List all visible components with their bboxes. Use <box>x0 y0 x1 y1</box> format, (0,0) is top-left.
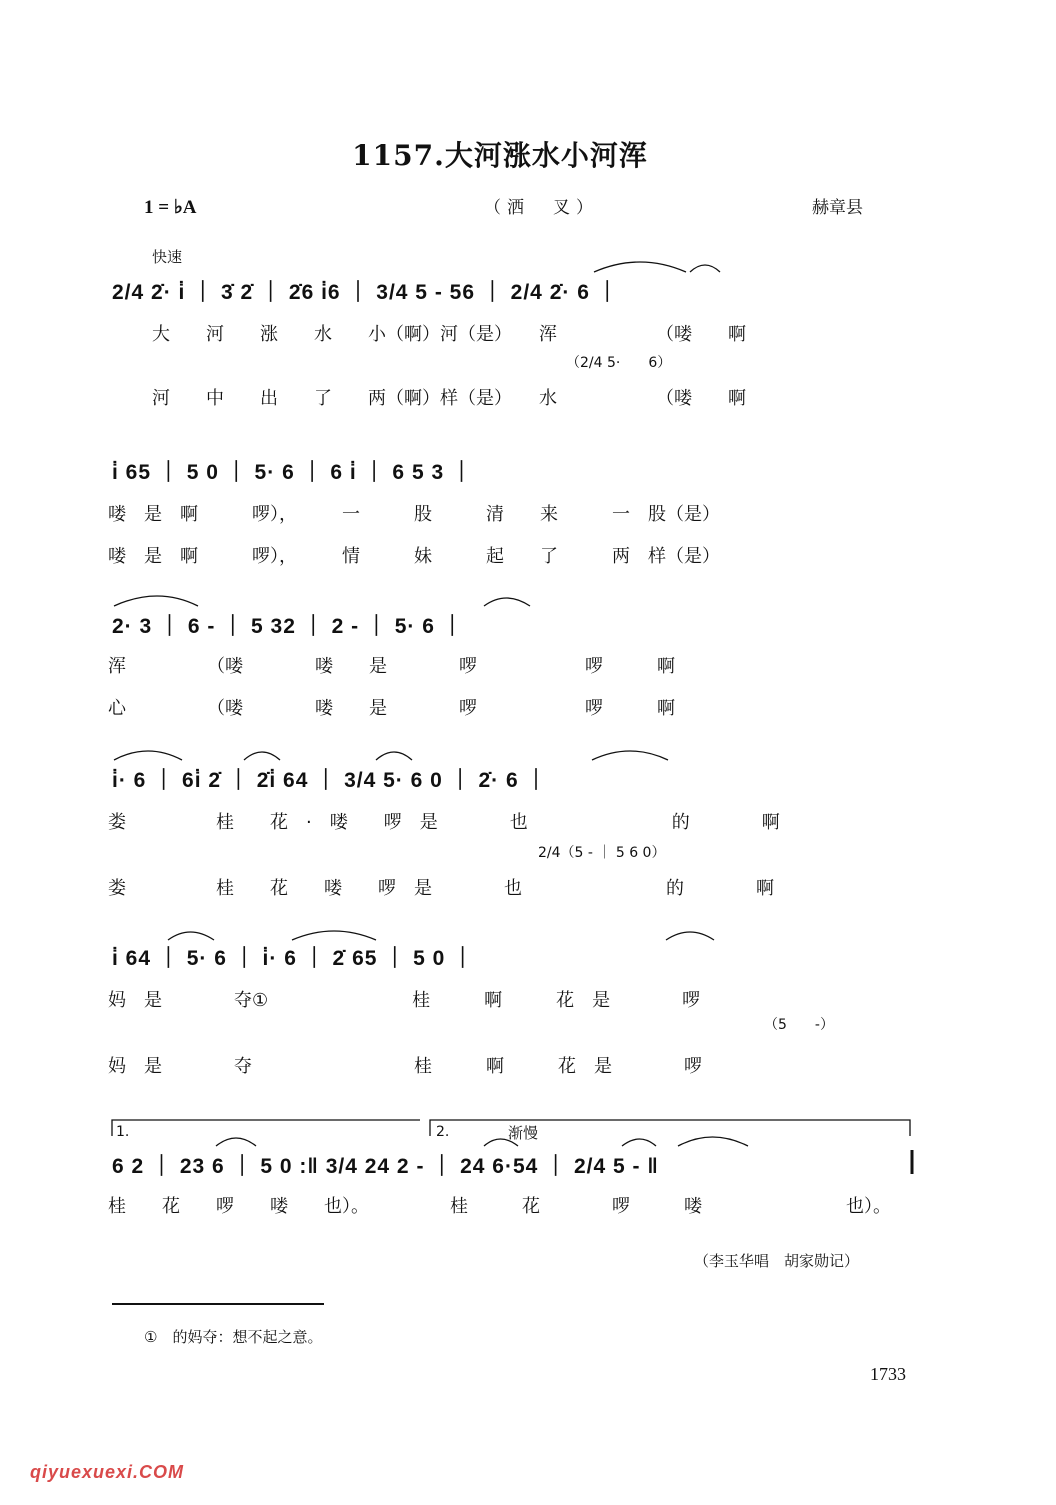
slur-row-3b <box>484 598 530 606</box>
second-ending-bracket <box>430 1120 910 1136</box>
slur-row-4b <box>244 752 280 760</box>
lyric-row-5-verse-1: 妈 是 夺① 桂 啊 花 是 啰 <box>108 990 701 1011</box>
slur-row-4a <box>114 751 182 760</box>
notation-row-4: i̇· 6 ｜ 6i̇ 2̇ ｜ 2̇i̇ 64 ｜ 3/4 5· 6 0 ｜ 2̇· 6 ｜ <box>112 769 548 792</box>
first-ending-bracket <box>112 1120 420 1136</box>
notation-row-5: i̇ 64 ｜ 5· 6 ｜ i̇· 6 ｜ 2̇ 65 ｜ 5 0 ｜ <box>112 947 475 970</box>
lyric-row-2-verse-2: 喽 是 啊 啰）， 情 妹 起 了 两 样（是） <box>108 546 720 567</box>
lyric-row-3-verse-1: 浑 （喽 喽 是 啰 啰 啊 <box>108 656 675 677</box>
key-signature: 1 = ♭A <box>144 197 197 218</box>
lyric-row-1-verse-2: 河 中 出 了 两（啊）样（是） 水 （喽 啊 <box>152 388 746 409</box>
lyric-row-4-verse-2: 娄 桂 花 喽 啰 是 也 的 啊 <box>108 878 774 899</box>
slur-row-1b <box>690 265 720 272</box>
slur-row-5b <box>292 931 376 940</box>
slur-row-5c <box>666 932 714 940</box>
slur-row-6c <box>622 1139 656 1146</box>
alt-notation-row-5: （5 -） <box>764 1017 834 1033</box>
lyric-row-6-verse-1: 桂 花 啰 喽 也）。 桂 花 啰 喽 也）。 <box>108 1196 891 1217</box>
slur-row-4d <box>592 751 668 760</box>
alt-notation-row-1: （2/4 5· 6） <box>566 355 672 371</box>
genre-label: （洒 叉） <box>484 198 599 218</box>
slur-row-3a <box>114 596 198 606</box>
slur-row-1a <box>594 262 686 272</box>
lyric-row-3-verse-2: 心 （喽 喽 是 啰 啰 啊 <box>108 698 675 719</box>
notation-row-6: 6 2 ｜ 23 6 ｜ 5 0 :‖ 3/4 24 2 - ｜ 24 6·54 ｜ 2/4 5 - ‖ <box>112 1155 659 1178</box>
page-number: 1733 <box>870 1364 906 1384</box>
slur-row-6d <box>678 1137 748 1146</box>
watermark: qiyuexuexi.COM <box>30 1462 185 1482</box>
notation-row-1: 2/4 2̇· i̇ ｜ 3̇ 2̇ ｜ 2̇6 i̇6 ｜ 3/4 5 - 56 ｜ 2/4 2̇· 6 ｜ <box>112 281 619 304</box>
slur-row-6a <box>216 1138 256 1146</box>
slur-row-4c <box>376 752 412 760</box>
origin-label: 赫章县 <box>812 198 863 218</box>
slur-row-5a <box>168 932 214 940</box>
slur-row-6b <box>484 1139 518 1146</box>
footnote: ① 的妈夺：想不起之意。 <box>144 1328 323 1346</box>
notation-row-3: 2· 3 ｜ 6 - ｜ 5 32 ｜ 2 - ｜ 5· 6 ｜ <box>112 615 464 638</box>
lyric-row-1-verse-1: 大 河 涨 水 小（啊）河（是） 浑 （喽 啊 <box>152 324 746 345</box>
tempo-change-marking: 渐慢 <box>508 1124 539 1142</box>
song-title: 1157.大河涨水小河浑 <box>352 139 648 172</box>
tempo-marking: 快速 <box>152 248 183 266</box>
lyric-row-5-verse-2: 妈 是 夺 桂 啊 花 是 啰 <box>108 1056 702 1077</box>
alt-notation-row-4: 2/4（5 - ｜ 5 6 0） <box>538 845 666 861</box>
lyric-row-2-verse-1: 喽 是 啊 啰）， 一 股 清 来 一 股（是） <box>108 504 720 525</box>
lyric-row-4-verse-1: 娄 桂 花 · 喽 啰 是 也 的 啊 <box>108 812 780 833</box>
notation-row-2: i̇ 65 ｜ 5 0 ｜ 5· 6 ｜ 6 i̇ ｜ 6 5 3 ｜ <box>112 461 473 484</box>
performer-credit: （李玉华唱 胡家勋记） <box>694 1252 860 1270</box>
second-ending-label: 2. <box>436 1124 450 1140</box>
first-ending-label: 1. <box>116 1124 130 1140</box>
